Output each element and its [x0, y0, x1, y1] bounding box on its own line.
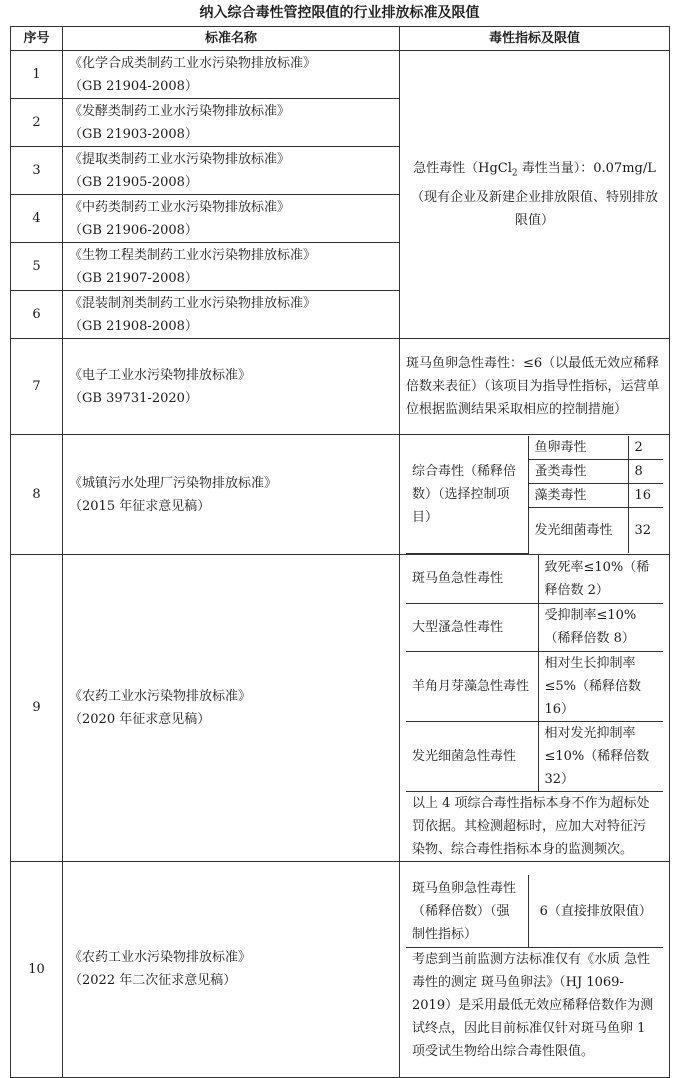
- header-standard-name: 标准名称: [63, 27, 400, 51]
- standard-name-cell: [63, 339, 400, 435]
- header-serial: 序号: [11, 27, 63, 51]
- fish-egg-subtable: [406, 875, 663, 1063]
- standard-code: （2020 年征求意见稿）: [69, 711, 211, 727]
- standard-name-cell: [63, 555, 400, 862]
- limit-cell-row-10: [400, 861, 670, 1077]
- standard-name: 《化学合成类制药工业水污染物排放标准》: [69, 55, 317, 71]
- toxicity-item-name: 鱼卵毒性: [528, 436, 628, 460]
- standard-code: （GB 39731-2020）: [69, 390, 198, 406]
- standard-name-cell: [63, 51, 400, 99]
- toxicity-item-value: 受抑制率≤10%（稀释倍数 8）: [538, 603, 663, 651]
- row-number: 8: [11, 435, 63, 555]
- row-number: 9: [11, 555, 63, 862]
- toxicity-item-value: 8: [628, 459, 663, 483]
- standard-name-cell: [63, 291, 400, 339]
- row-number: 7: [11, 339, 63, 435]
- limit-cell-row-7: 斑马鱼卵急性毒性：≤6（以最低无效应稀释倍数来表征）（该项目为指导性指标，运营单位根据监测结果采取相应的控制措施）: [400, 339, 670, 435]
- limit-note: 以上 4 项综合毒性指标本身不作为超标处罚依据。其检测超标时，应加大对特征污染物、综合毒性指标本身的监测频次。: [406, 791, 663, 861]
- toxicity-item-value: 相对发光抑制率≤10%（稀释倍数 32）: [538, 721, 663, 791]
- limit-cell-rows-1-6: [400, 51, 670, 339]
- limit-note: （现有企业及新建企业排放限值、特别排放限值）: [410, 189, 658, 228]
- toxicity-item-value: 相对生长抑制率≤5%（稀释倍数 16）: [538, 651, 663, 721]
- standard-name: 《提取类制药工业水污染物排放标准》: [69, 151, 291, 167]
- header-toxicity-limit: 毒性指标及限值: [400, 27, 670, 51]
- standard-code: （GB 21908-2008）: [69, 318, 198, 334]
- standard-code: （GB 21907-2008）: [69, 270, 198, 286]
- standard-name-cell: [63, 195, 400, 243]
- toxicity-item-name: 发光细菌毒性: [528, 507, 628, 553]
- toxicity-item-name: 斑马鱼卵急性毒性（稀释倍数）（强制性指标）: [406, 875, 528, 947]
- table-row: [11, 339, 670, 435]
- standard-name-cell: [63, 435, 400, 555]
- standard-code: （GB 21906-2008）: [69, 222, 198, 238]
- subtable-row: [406, 947, 663, 1063]
- subtable-row: [406, 651, 663, 721]
- toxicity-item-name: 藻类毒性: [528, 483, 628, 507]
- toxicity-item-value: 2: [628, 436, 663, 460]
- limit-cell-row-9: [400, 555, 670, 862]
- composite-toxicity-subtable: [406, 436, 663, 554]
- row-number: 6: [11, 291, 63, 339]
- limit-note: 考虑到当前监测方法标准仅有《水质 急性毒性的测定 斑马鱼卵法》（HJ 1069-2019）是采用最低无效应稀释倍数作为测试终点，因此目前标准仅针对斑马鱼卵 1 项受试生物给出综合毒性限值。: [406, 947, 663, 1063]
- standard-name-cell: [63, 147, 400, 195]
- table-row: [11, 435, 670, 555]
- acute-toxicity-subtable: [406, 555, 663, 861]
- standard-name: 《中药类制药工业水污染物排放标准》: [69, 199, 291, 215]
- standard-code: （2022 年二次征求意见稿）: [69, 973, 237, 988]
- toxicity-item-value: 致死率≤10%（稀释倍数 2）: [538, 555, 663, 603]
- toxicity-item-name: 斑马鱼急性毒性: [406, 555, 538, 603]
- composite-toxicity-label: 综合毒性（稀释倍数）（选择控制项目）: [406, 436, 528, 554]
- subtable-row: [406, 603, 663, 651]
- standard-name-cell: [63, 99, 400, 147]
- subtable-row: [406, 555, 663, 603]
- subtable-row: [406, 791, 663, 861]
- table-header-row: [11, 27, 670, 51]
- toxicity-item-name: 大型溞急性毒性: [406, 603, 538, 651]
- standard-name: 《城镇污水处理厂污染物排放标准》: [69, 475, 278, 491]
- toxicity-item-name: 羊角月芽藻急性毒性: [406, 651, 538, 721]
- standard-code: （2015 年征求意见稿）: [69, 498, 211, 514]
- standards-table: [10, 26, 670, 1078]
- row-number: 3: [11, 147, 63, 195]
- toxicity-item-value: 32: [628, 507, 663, 553]
- row-number: 2: [11, 99, 63, 147]
- standard-code: （GB 21905-2008）: [69, 174, 198, 190]
- row-number: 1: [11, 51, 63, 99]
- row-number: 5: [11, 243, 63, 291]
- toxicity-item-name: 发光细菌急性毒性: [406, 721, 538, 791]
- toxicity-item-value: 6（直接排放限值）: [528, 875, 663, 947]
- standard-name: 《生物工程类制药工业水污染物排放标准》: [69, 247, 317, 263]
- toxicity-item-value: 16: [628, 483, 663, 507]
- table-row: [11, 51, 670, 99]
- subtable-row: [406, 721, 663, 791]
- limit-cell-row-8: [400, 435, 670, 555]
- standard-code: （GB 21903-2008）: [69, 126, 198, 142]
- standard-name: 《混装制剂类制药工业水污染物排放标准》: [69, 295, 317, 311]
- toxicity-item-name: 蚤类毒性: [528, 459, 628, 483]
- standard-name: 《农药工业水污染物排放标准》: [69, 950, 252, 965]
- table-row: [11, 555, 670, 862]
- row-number: 10: [11, 861, 63, 1077]
- limit-acute-toxicity: 急性毒性（HgCl$_2$ 毒性当量）：0.07mg/L: [413, 161, 656, 179]
- standard-name: 《农药工业水污染物排放标准》: [69, 688, 252, 704]
- standard-name: 《发酵类制药工业水污染物排放标准》: [69, 103, 291, 119]
- subtable-row: [406, 436, 663, 460]
- table-row: [11, 861, 670, 1077]
- row-number: 4: [11, 195, 63, 243]
- standard-name: 《电子工业水污染物排放标准》: [69, 367, 252, 383]
- standard-code: （GB 21904-2008）: [69, 78, 198, 94]
- subtable-row: [406, 875, 663, 947]
- standard-name-cell: [63, 243, 400, 291]
- standard-name-cell: [63, 861, 400, 1077]
- table-title: 纳入综合毒性管控限值的行业排放标准及限值: [199, 5, 480, 21]
